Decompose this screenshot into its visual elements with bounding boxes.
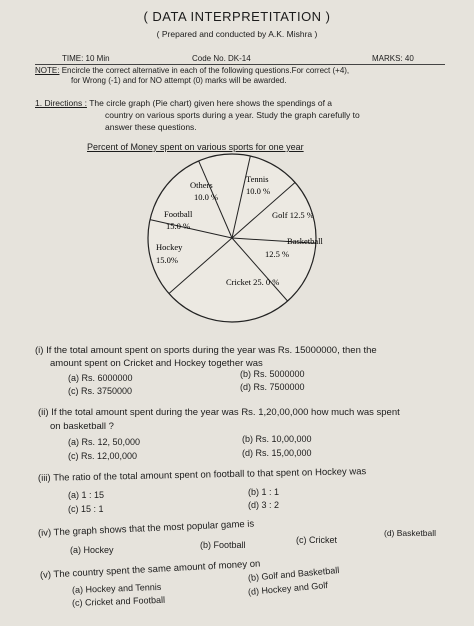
option-a[interactable]: (a) Rs. 6000000 [68, 373, 133, 383]
note-line-2: for Wrong (-1) and for NO attempt (0) marks will be awarded. [71, 76, 287, 85]
question-text-line-2: amount spent on Cricket and Hockey together was [50, 358, 263, 369]
directions-label: 1. Directions : [35, 98, 87, 108]
option-b[interactable]: (b) Golf and Basketball [247, 565, 340, 583]
slice-value-others: 10.0 % [194, 192, 219, 202]
slice-label-tennis: Tennis [246, 174, 269, 184]
option-d[interactable]: (d) Rs. 7500000 [240, 382, 305, 392]
option-d[interactable]: (d) Basketball [384, 528, 436, 538]
slice-label-hockey: Hockey [156, 242, 183, 252]
option-d[interactable]: (d) Hockey and Golf [247, 580, 329, 597]
question-1 [35, 345, 377, 356]
question-number: (i) [35, 345, 44, 356]
option-d[interactable]: (d) 3 : 2 [248, 500, 280, 510]
option-a[interactable]: (a) 1 : 15 [68, 490, 105, 500]
marks-label: MARKS: 40 [372, 54, 414, 63]
slice-value-basketball: 12.5 % [265, 249, 290, 259]
question-text-line-2: on basketball ? [50, 421, 114, 432]
directions-line-3: answer these questions. [105, 122, 197, 132]
slice-label-basketball: Basketball [287, 236, 323, 246]
slice-label-others: Others [190, 180, 213, 190]
slice-label-football: Football [164, 209, 193, 219]
slice-label-golf: Golf 12.5 % [272, 210, 314, 220]
option-c[interactable]: (c) Rs. 3750000 [68, 386, 133, 396]
question-number: (iii) [37, 472, 51, 484]
option-c[interactable]: (c) Cricket and Football [71, 594, 166, 608]
question-number: (iv) [37, 527, 52, 539]
page-title: ( DATA INTERPRETITATION ) [143, 9, 331, 24]
question-2 [38, 407, 400, 418]
option-a[interactable]: (a) Hockey and Tennis [71, 581, 162, 595]
question-text-line-1: The country spent the same amount of money on [53, 558, 261, 581]
directions-line-1: The circle graph (Pie chart) given here shows the spendings of a [89, 98, 333, 108]
chart-title: Percent of Money spent on various sports for one year [87, 142, 304, 152]
option-c[interactable]: (c) Cricket [296, 535, 337, 545]
slice-label-cricket: Cricket 25. 0 % [226, 277, 280, 287]
option-b[interactable]: (b) Rs. 10,00,000 [242, 434, 312, 444]
question-number: (ii) [38, 407, 49, 418]
note-label: NOTE: [35, 66, 60, 75]
option-a[interactable]: (a) Hockey [70, 545, 114, 555]
option-b[interactable]: (b) 1 : 1 [248, 487, 280, 497]
question-text-line-1: If the total amount spent during the year was Rs. 1,20,00,000 how much was spent [51, 407, 400, 418]
note-line-1: Encircle the correct alternative in each of the following questions.For correct (+4), [61, 66, 350, 75]
option-b[interactable]: (b) Rs. 5000000 [240, 369, 305, 379]
option-a[interactable]: (a) Rs. 12, 50,000 [68, 437, 141, 447]
code-label: Code No. DK-14 [192, 54, 251, 63]
option-c[interactable]: (c) Rs. 12,00,000 [68, 451, 138, 461]
question-text-line-1: The graph shows that the most popular game is [53, 518, 255, 539]
option-c[interactable]: (c) 15 : 1 [68, 504, 104, 514]
slice-value-tennis: 10.0 % [246, 186, 271, 196]
slice-value-hockey: 15.0% [156, 255, 178, 265]
question-number: (v) [39, 569, 52, 581]
question-text-line-1: The ratio of the total amount spent on football to that spent on Hockey was [53, 466, 367, 484]
time-label: TIME: 10 Min [62, 54, 110, 63]
option-b[interactable]: (b) Football [200, 540, 246, 550]
option-d[interactable]: (d) Rs. 15,00,000 [242, 448, 312, 458]
directions-line-2: country on various sports during a year. Study the graph carefully to [105, 110, 360, 120]
page-subtitle: ( Prepared and conducted by A.K. Mishra ) [156, 29, 318, 39]
slice-value-football: 15.0 % [166, 221, 191, 231]
question-text-line-1: If the total amount spent on sports during the year was Rs. 15000000, then the [46, 345, 377, 356]
